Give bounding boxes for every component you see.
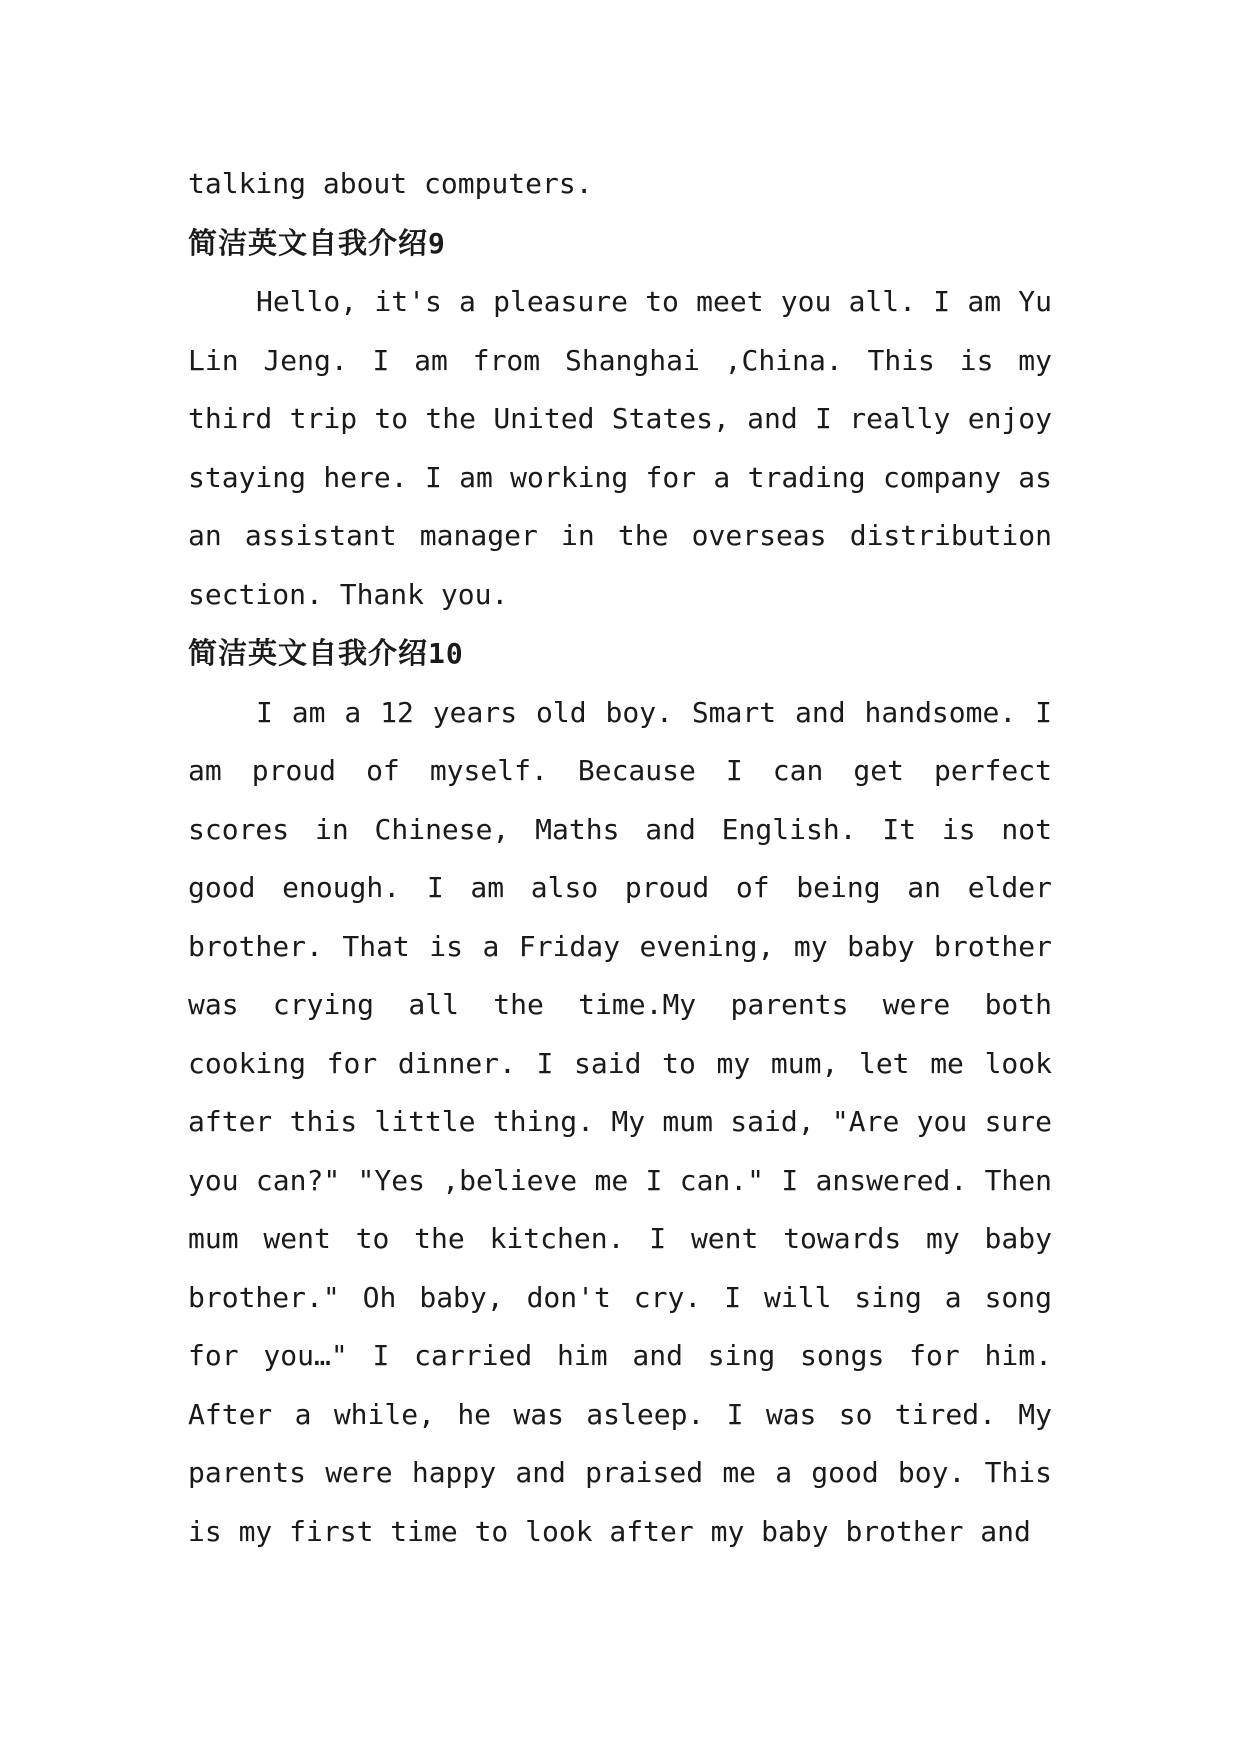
section-heading-number: 9 bbox=[428, 226, 446, 260]
section-10-paragraph: I am a 12 years old boy. Smart and handsome. I am proud of myself. Because I can get perfect scores in Chinese, Maths and English. It is not good enough. I am also proud of being an elder brother. That is a Friday evening, my baby brother was crying all the time.My parents were both cooking for dinner. I said to my mum, let me look after this little thing. My mum said, "Are you sure you can?" "Yes ,believe me I can." I answered. Then mum went to the kitchen. I went towards my baby brother." Oh baby, don't cry. I will sing a song for you…" I carried him and sing songs for him. After a while, he was asleep. I was so tired. My parents were happy and praised me a good boy. This is my first time to look after my baby brother and bbox=[188, 695, 1052, 1548]
section-heading-title: 简洁英文自我介绍 bbox=[188, 636, 429, 670]
section-9-paragraph: Hello, it's a pleasure to meet you all. I am Yu Lin Jeng. I am from Shanghai ,China. This is my third trip to the United States, and I really enjoy staying here. I am working for a trading company as an assistant manager in the overseas distribution section. Thank you. bbox=[188, 285, 1052, 611]
section-heading-9 bbox=[188, 214, 1052, 274]
section-heading-number: 10 bbox=[428, 637, 464, 670]
section-heading-10 bbox=[188, 624, 1052, 684]
continuation-paragraph: talking about computers. bbox=[188, 167, 593, 200]
document-page bbox=[188, 155, 1052, 1561]
section-heading-title: 简洁英文自我介绍 bbox=[188, 225, 429, 260]
